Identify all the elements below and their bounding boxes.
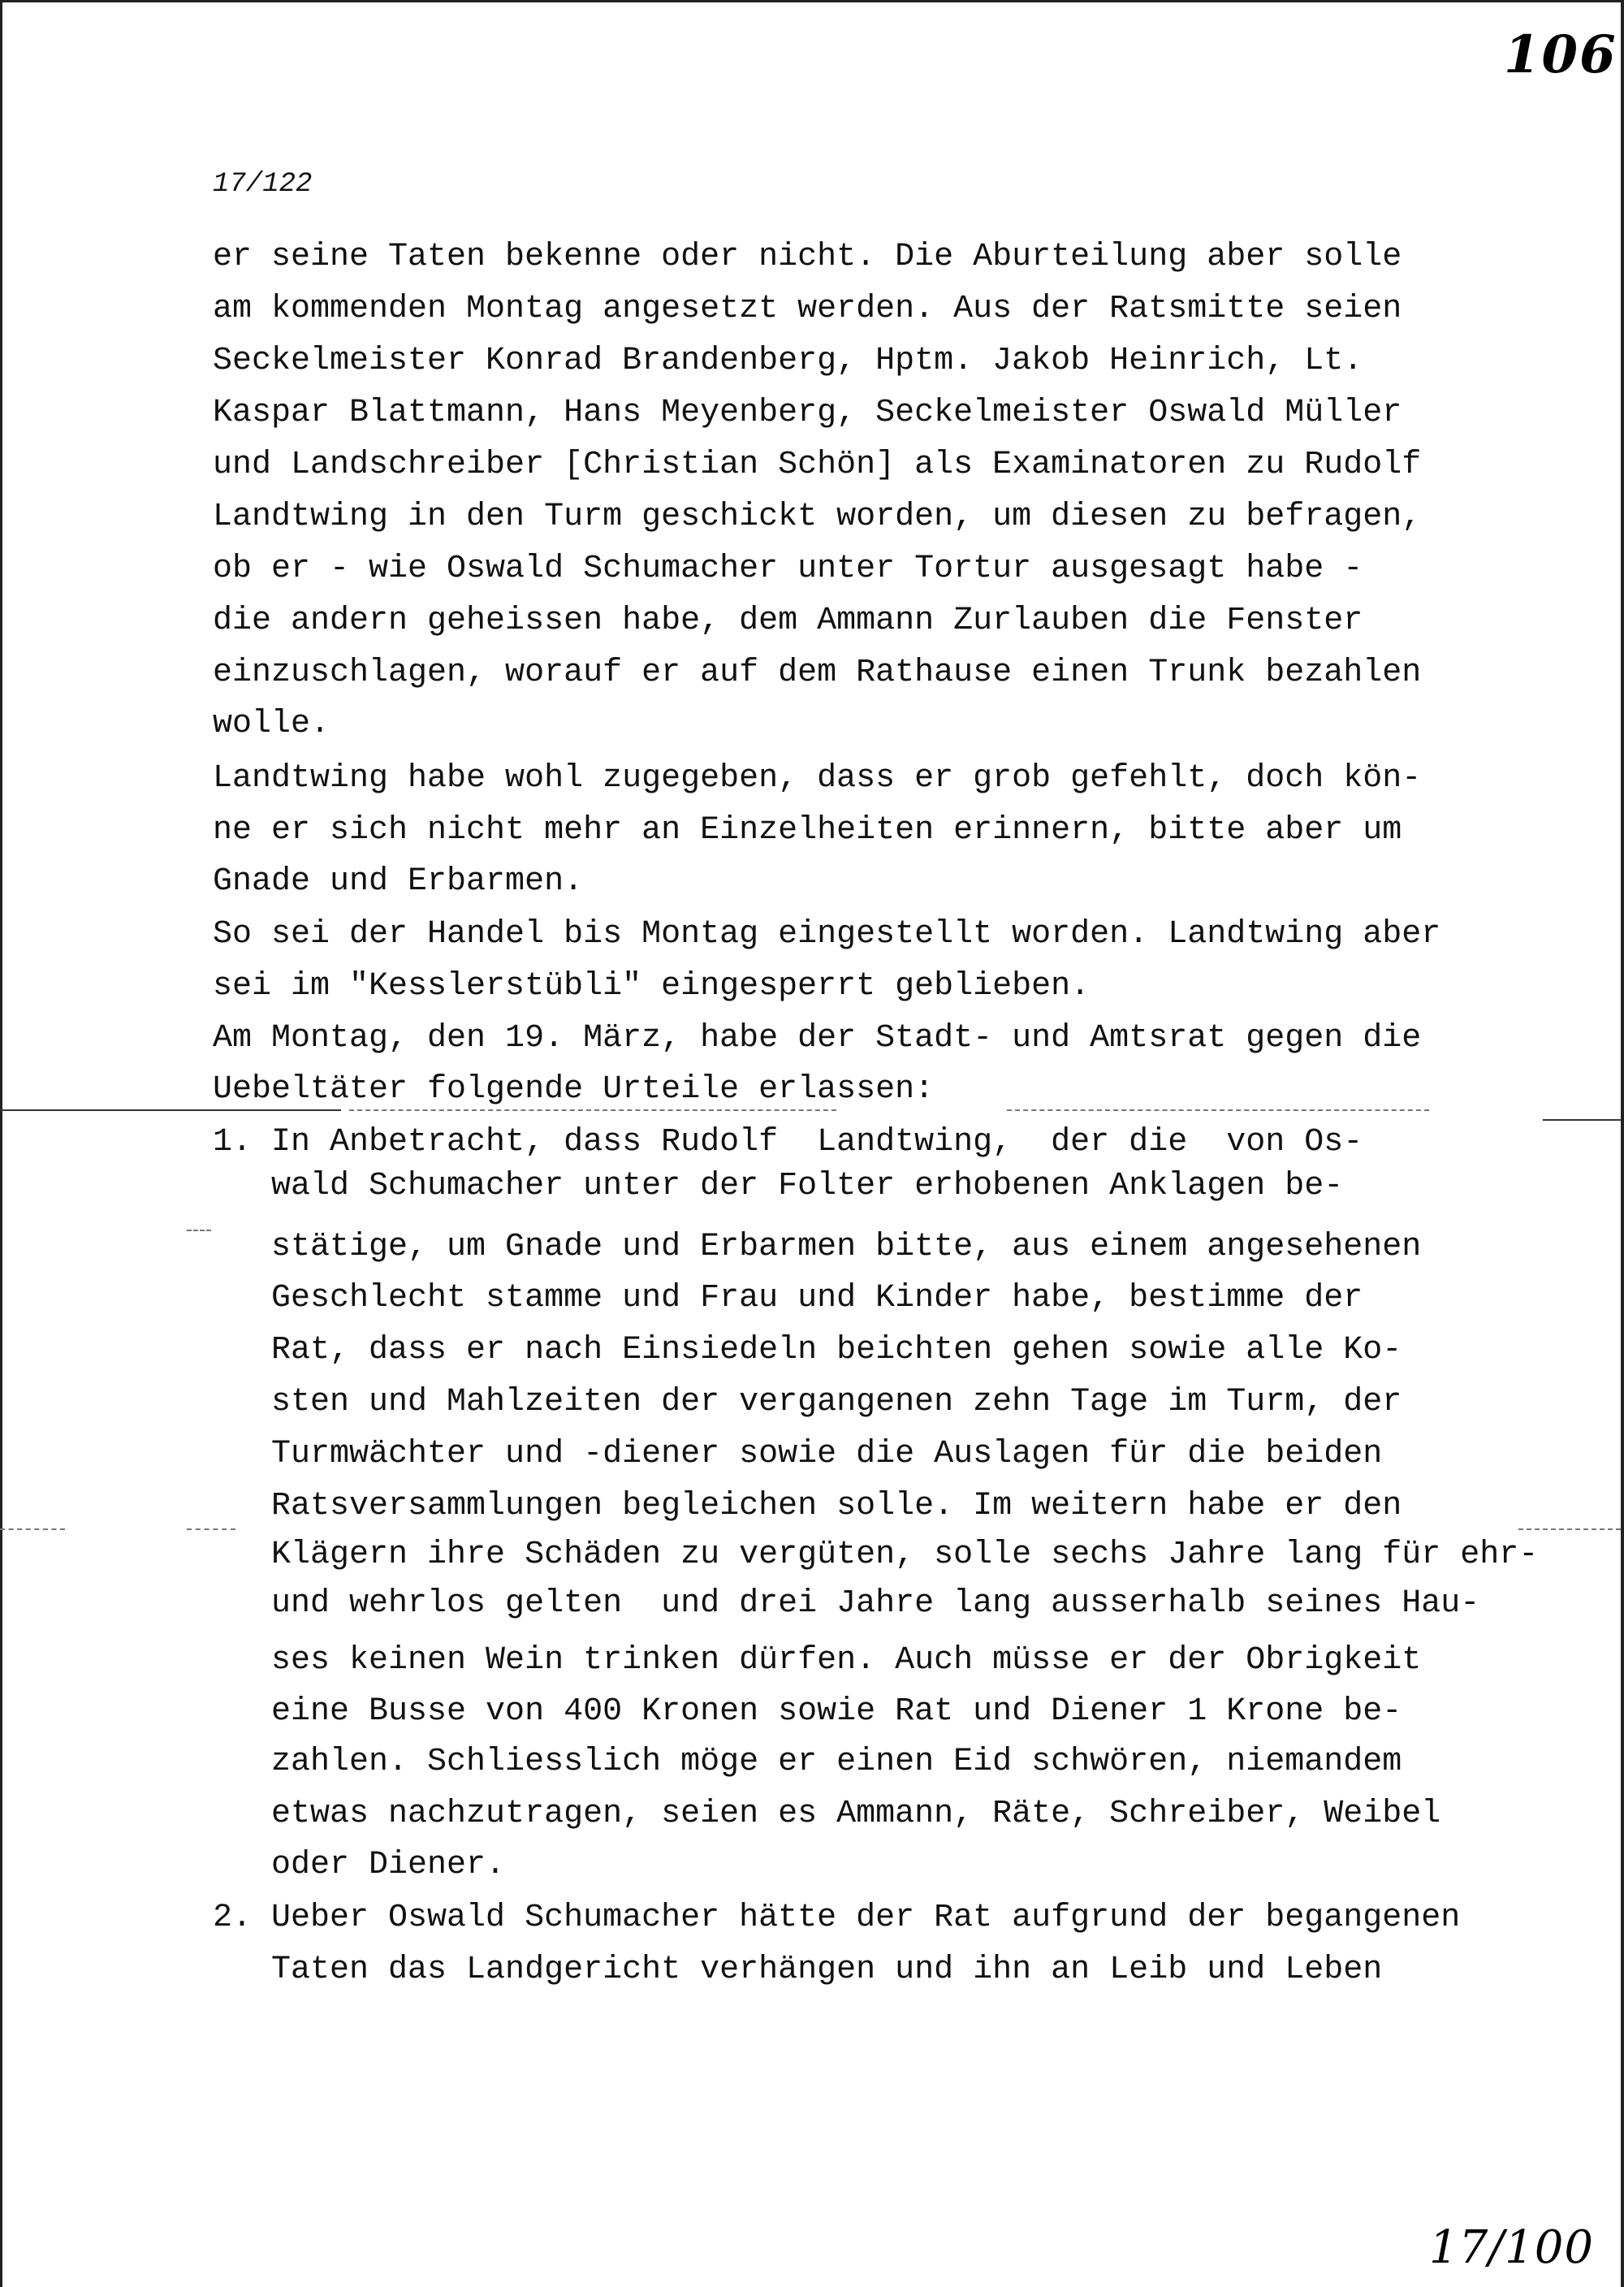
- scan-edge-right: [1621, 0, 1624, 2287]
- scan-artifact-dash: [1007, 1109, 1429, 1111]
- list-item-1-text: oder Diener.: [213, 1847, 506, 1883]
- text-line: wolle.: [213, 706, 330, 742]
- list-item-1-text: Turmwächter und -diener sowie die Auslagen für die beiden: [213, 1436, 1383, 1472]
- scan-artifact-dash: [187, 1230, 211, 1231]
- text-line: ne er sich nicht mehr an Einzelheiten erinnern, bitte aber um: [213, 812, 1402, 849]
- scan-artifact-rule: [0, 1109, 341, 1111]
- text-line: Landtwing habe wohl zugegeben, dass er grob gefehlt, doch kön-: [213, 760, 1422, 797]
- text-line: Gnade und Erbarmen.: [213, 863, 584, 900]
- scan-artifact-dash: [1518, 1528, 1621, 1530]
- text-line: sei im "Kesslerstübli" eingesperrt geblieben.: [213, 968, 1091, 1005]
- scan-edge-left: [0, 0, 2, 2287]
- list-item-1-text: sten und Mahlzeiten der vergangenen zehn Tage im Turm, der: [213, 1384, 1402, 1420]
- list-item-1-text: etwas nachzutragen, seien es Ammann, Räte, Schreiber, Weibel: [213, 1796, 1441, 1832]
- list-item-1-text: Ratsversammlungen begleichen solle. Im weitern habe er den: [213, 1488, 1402, 1524]
- text-line: Seckelmeister Konrad Brandenberg, Hptm. Jakob Heinrich, Lt.: [213, 343, 1363, 379]
- text-line: So sei der Handel bis Montag eingestellt worden. Landtwing aber: [213, 916, 1441, 953]
- list-item-1-text: Geschlecht stamme und Frau und Kinder habe, bestimme der: [213, 1280, 1363, 1316]
- list-item-1-text: zahlen. Schliesslich möge er einen Eid schwören, niemandem: [213, 1744, 1402, 1780]
- text-line: ob er - wie Oswald Schumacher unter Tortur ausgesagt habe -: [213, 551, 1363, 587]
- scan-artifact-dash: [349, 1109, 836, 1111]
- document-reference: 17/122: [213, 169, 313, 200]
- list-item-1-text: eine Busse von 400 Kronen sowie Rat und Diener 1 Krone be-: [213, 1693, 1402, 1730]
- list-item-1-text: stätige, um Gnade und Erbarmen bitte, aus einem angesehenen: [213, 1229, 1422, 1265]
- scan-artifact-dash: [0, 1528, 65, 1530]
- text-line: und Landschreiber [Christian Schön] als Examinatoren zu Rudolf: [213, 447, 1422, 483]
- list-item-1-text: Rat, dass er nach Einsiedeln beichten gehen sowie alle Ko-: [213, 1332, 1402, 1368]
- text-line: einzuschlagen, worauf er auf dem Rathause einen Trunk bezahlen: [213, 655, 1422, 691]
- list-item-1-text: und wehrlos gelten und drei Jahre lang ausserhalb seines Hau-: [213, 1585, 1480, 1622]
- list-item-2-text: 2. Ueber Oswald Schumacher hätte der Rat aufgrund der begangenen: [213, 1900, 1461, 1936]
- text-line: die andern geheissen habe, dem Ammann Zurlauben die Fenster: [213, 603, 1363, 639]
- text-line: er seine Taten bekenne oder nicht. Die Aburteilung aber solle: [213, 239, 1402, 275]
- handwritten-folio-number: 106: [1504, 24, 1618, 85]
- text-line: am kommenden Montag angesetzt werden. Aus der Ratsmitte seien: [213, 291, 1402, 327]
- list-item-1-text: 1. In Anbetracht, dass Rudolf Landtwing, der die von Os-: [213, 1124, 1363, 1161]
- text-line: Am Montag, den 19. März, habe der Stadt- und Amtsrat gegen die: [213, 1020, 1422, 1057]
- handwritten-page-count: 17/100: [1429, 2221, 1595, 2274]
- text-line: Landtwing in den Turm geschickt worden, um diesen zu befragen,: [213, 499, 1422, 535]
- scan-artifact-dash: [187, 1528, 235, 1530]
- list-item-2-text: Taten das Landgericht verhängen und ihn an Leib und Leben: [213, 1952, 1383, 1988]
- list-item-1-text: Klägern ihre Schäden zu vergüten, solle sechs Jahre lang für ehr-: [213, 1537, 1539, 1573]
- scan-edge-top: [0, 0, 1624, 2]
- text-line: Uebeltäter folgende Urteile erlassen:: [213, 1071, 935, 1108]
- list-item-1-text: wald Schumacher unter der Folter erhobenen Anklagen be-: [213, 1168, 1344, 1204]
- list-item-1-text: ses keinen Wein trinken dürfen. Auch müsse er der Obrigkeit: [213, 1642, 1422, 1679]
- text-line: Kaspar Blattmann, Hans Meyenberg, Seckelmeister Oswald Müller: [213, 395, 1402, 431]
- scan-artifact-rule: [1543, 1119, 1621, 1121]
